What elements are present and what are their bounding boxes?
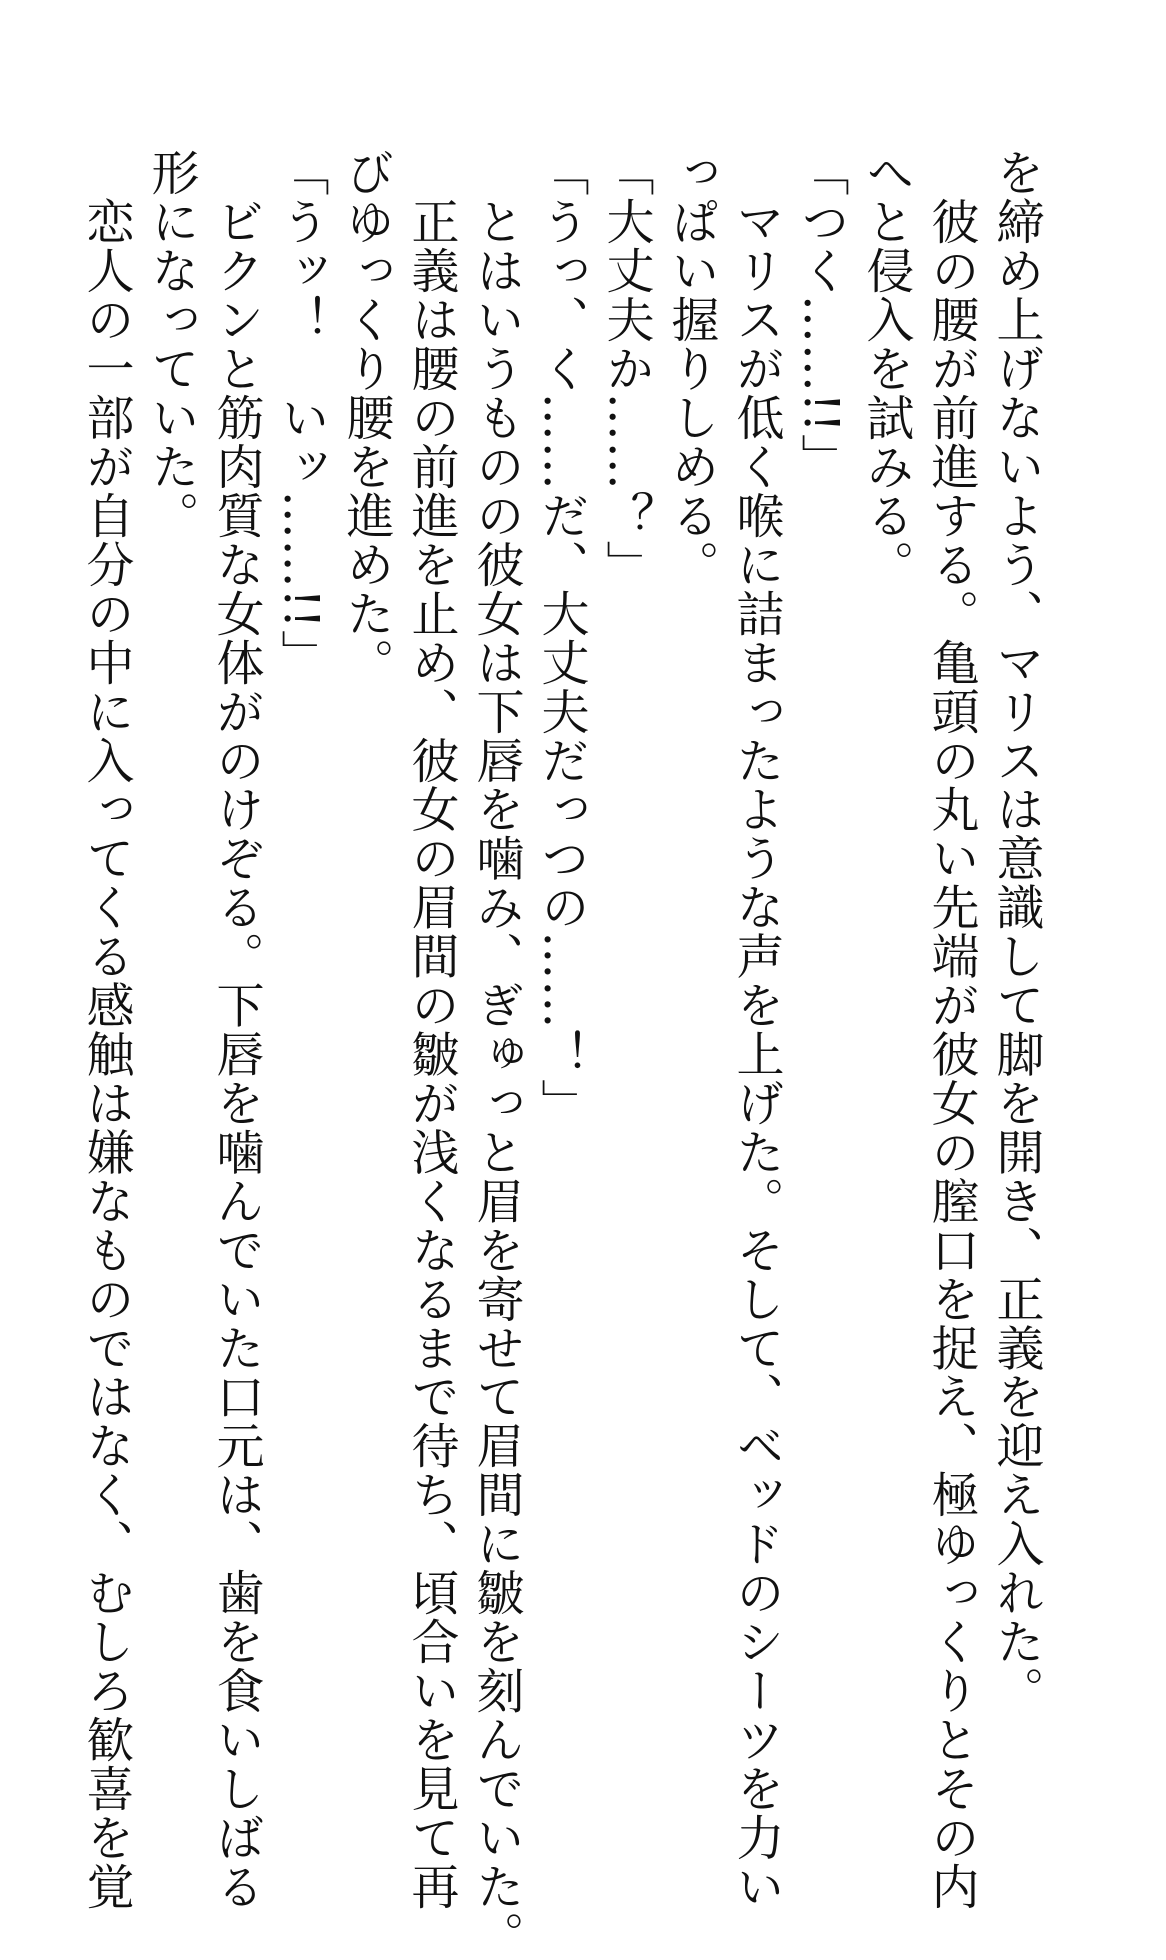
text-line: 彼の腰が前進する。亀頭の丸い先端が彼女の膣口を捉え、極ゆっくりとその内 — [923, 148, 979, 1911]
vertical-text-body — [73, 148, 1048, 1960]
text-line: 「うっ、く……だ、大丈夫だっつの……！」 — [533, 148, 589, 1128]
text-line: びゆっくり腰を進めた。 — [338, 148, 394, 687]
text-line: 正義は腰の前進を止め、彼女の眉間の皺が浅くなるまで待ち、頃合いを見て再 — [403, 148, 459, 1911]
text-line: っぱい握りしめる。 — [663, 148, 719, 589]
text-line: 「つく……!!」 — [793, 148, 849, 483]
text-line: 「うッ！ いッ……!!」 — [273, 148, 329, 679]
text-line: ビクンと筋肉質な女体がのけぞる。下唇を噛んでいた口元は、歯を食いしばる — [208, 148, 264, 1911]
text-line: 形になっていた。 — [143, 148, 199, 540]
text-line: へと侵入を試みる。 — [858, 148, 914, 589]
text-line: 恋人の一部が自分の中に入ってくる感触は嫌なものではなく、むしろ歓喜を覚 — [78, 148, 134, 1911]
text-line: とはいうものの彼女は下唇を噛み、ぎゅっと眉を寄せて眉間に皺を刻んでいた。 — [468, 148, 524, 1960]
text-line: を締め上げないよう、マリスは意識して脚を開き、正義を迎え入れた。 — [988, 148, 1044, 1715]
text-line: マリスが低く喉に詰まったような声を上げた。そして、ベッドのシーツを力い — [728, 148, 784, 1911]
text-line: 「大丈夫か……？」 — [598, 148, 654, 589]
